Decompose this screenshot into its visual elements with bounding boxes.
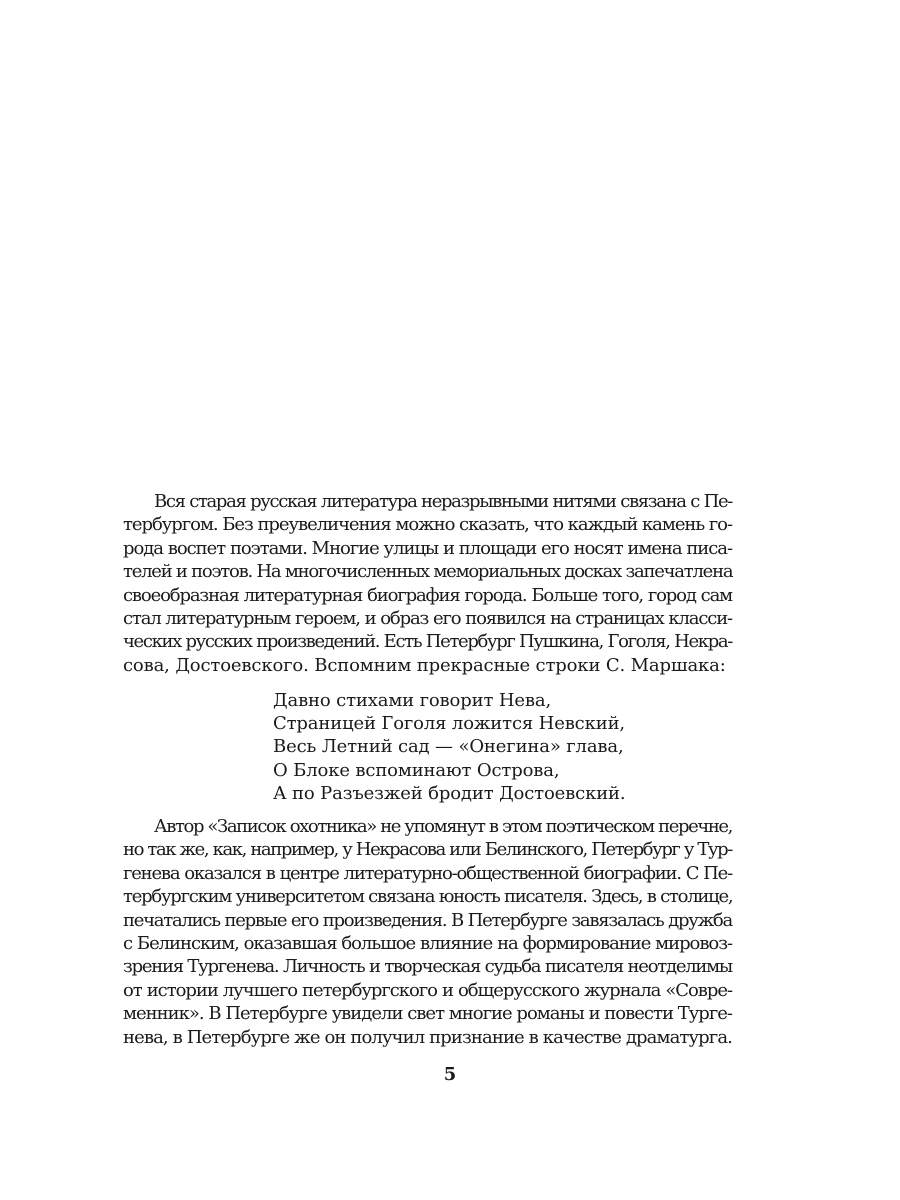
poem-verse: Весь Летний сад — «Онегина» глава, xyxy=(273,736,624,758)
text-line: своеобразная литературная биография города. Больше того, город сам xyxy=(123,584,732,606)
poem-verse: Давно стихами говорит Нева, xyxy=(273,690,552,711)
text-line: стал литературным героем, и образ его появился на страницах класси- xyxy=(123,607,732,629)
text-line: Автор «Записок охотника» не упомянут в этом поэтическом перечне, xyxy=(154,816,732,837)
text-line: ческих русских произведений. Есть Петербург Пушкина, Гоголя, Некра- xyxy=(123,631,732,653)
text-line: рода воспет поэтами. Многие улицы и площади его носят имена писа- xyxy=(123,537,732,559)
poem-quote xyxy=(273,689,625,805)
text-line: тербургом. Без преувеличения можно сказать, что каждый камень го- xyxy=(123,514,732,536)
paragraph-intro xyxy=(123,490,732,677)
poem-verse: А по Разъезжей бродит Достоевский. xyxy=(273,782,626,804)
poem-verse: О Блоке вспоминают Острова, xyxy=(273,759,560,781)
text-line: с Белинским, оказавшая большое влияние на формирование мировоз- xyxy=(123,932,732,954)
text-line: тербургским университетом связана юность писателя. Здесь, в столице, xyxy=(123,886,733,908)
text-line: нева, в Петербурге же он получил признание в качестве драматурга. xyxy=(123,1026,732,1048)
poem-verse: Страницей Гоголя ложится Невский, xyxy=(273,713,625,735)
text-line: зрения Тургенева. Личность и творческая судьба писателя неотделимы xyxy=(123,956,732,978)
text-line: печатались первые его произведения. В Петербурге завязалась дружба xyxy=(123,909,732,931)
paragraph-turgenev xyxy=(123,815,732,1049)
text-line: генева оказался в центре литературно-общественной биографии. С Пе- xyxy=(123,862,732,884)
text-line: телей и поэтов. На многочисленных мемориальных досках запечатлена xyxy=(123,561,733,583)
text-line: но так же, как, например, у Некрасова или Белинского, Петербург у Тур- xyxy=(123,839,732,861)
text-line: Вся старая русская литература неразрывными нитями связана с Пе- xyxy=(154,491,732,512)
text-line: менник». В Петербурге увидели свет многие романы и повести Турге- xyxy=(123,1003,732,1025)
text-line: сова, Достоевского. Вспомним прекрасные строки С. Маршака: xyxy=(123,654,726,676)
text-line: от истории лучшего петербургского и общерусского журнала «Совре- xyxy=(123,979,732,1001)
page-number: 5 xyxy=(443,1064,457,1085)
